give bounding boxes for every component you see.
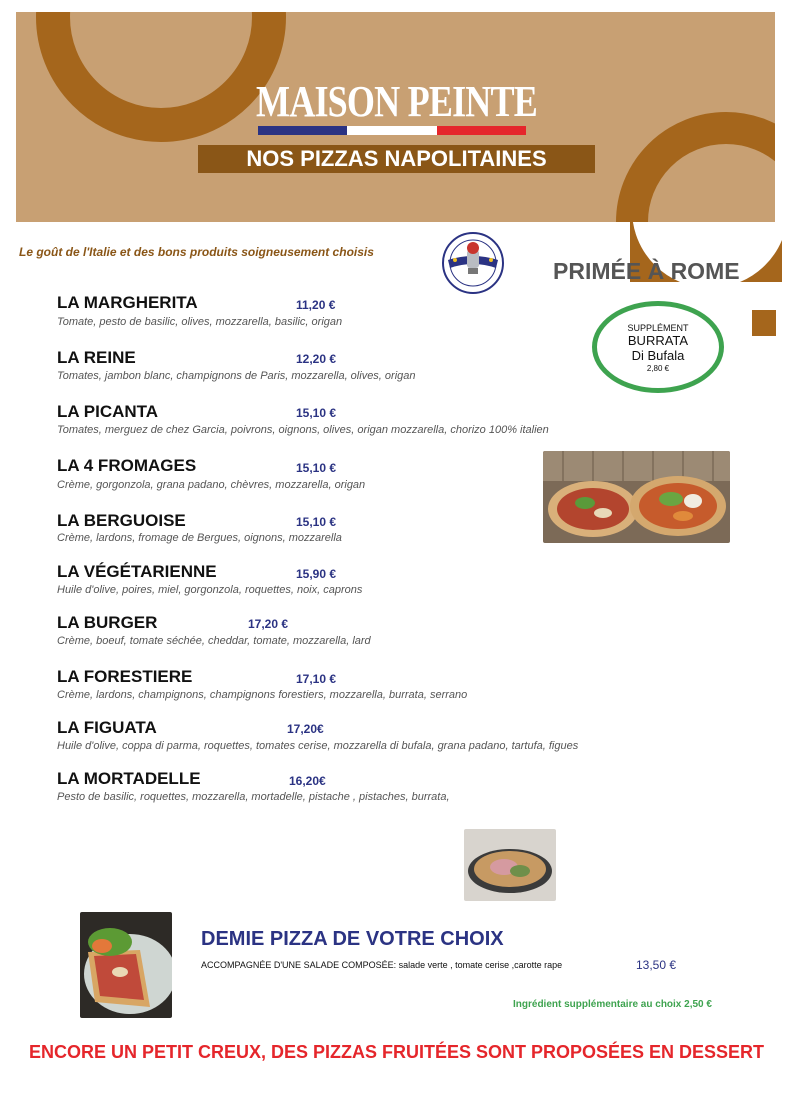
menu-item-price: 15,10 € — [296, 515, 337, 529]
menu-subtitle: NOS PIZZAS NAPOLITAINES — [198, 145, 595, 173]
menu-item-name: LA MORTADELLE — [57, 769, 201, 788]
menu-item-desc: Crème, gorgonzola, grana padano, chèvres, mozzarella, origan — [57, 479, 366, 491]
menu-item-name: LA REINE — [57, 348, 136, 367]
menu-item-price: 11,20 € — [296, 298, 336, 312]
menu-item-price: 15,10 € — [296, 461, 337, 475]
supplement-bufala: Di Bufala — [631, 348, 685, 363]
menu-item-desc: Crème, lardons, champignons, champignons forestiers, mozzarella, burrata, serrano — [57, 689, 468, 701]
supplement-price: 2,80 € — [646, 364, 670, 373]
supplement-label: SUPPLÉMENT — [627, 323, 689, 333]
menu-item-name: LA 4 FROMAGES — [57, 456, 197, 475]
menu-item-price: 15,10 € — [296, 406, 337, 420]
menu-item-name: LA FORESTIERE — [57, 667, 193, 686]
menu-item-desc: Tomates, jambon blanc, champignons de Paris, mozzarella, olives, origan — [57, 370, 416, 382]
demie-pizza-desc: ACCOMPAGNÉE D'UNE SALADE COMPOSÉE: salade verte , tomate cerise ,carotte rape — [201, 960, 563, 970]
supplement-burrata: BURRATA — [627, 333, 689, 348]
pizza-world-cup-badge-icon — [440, 230, 506, 296]
dessert-footer: ENCORE UN PETIT CREUX, DES PIZZAS FRUITÉES SONT PROPOSÉES EN DESSERT — [28, 1042, 765, 1062]
brand-title: MAISON PEINTE — [255, 77, 538, 126]
menu-item-price: 12,20 € — [296, 352, 337, 366]
menu-item-price: 17,20 € — [248, 617, 289, 631]
menu-item-name: LA BURGER — [57, 613, 158, 632]
award-text: PRIMÉE À ROME — [553, 258, 740, 284]
menu-item-name: LA VÉGÉTARIENNE — [57, 562, 217, 581]
pizza-photo-small-icon — [464, 829, 556, 901]
menu-item-name: LA MARGHERITA — [57, 293, 198, 312]
menu-item-price: 17,20€ — [287, 722, 324, 736]
menu-item-desc: Tomate, pesto de basilic, olives, mozzarella, basilic, origan — [57, 316, 343, 328]
menu-item-desc: Pesto de basilic, roquettes, mozzarella, mortadelle, pistache , pistaches, burrata, — [57, 791, 450, 803]
burrata-supplement-badge — [592, 301, 724, 393]
menu-item-desc: Huile d'olive, coppa di parma, roquettes, tomates cerise, mozzarella di bufala, grana padano, tartufa, figues — [57, 740, 579, 752]
decorative-square — [752, 310, 776, 336]
menu-item-name: LA PICANTA — [57, 402, 159, 421]
menu-item-price: 17,10 € — [296, 672, 337, 686]
pizza-photo-icon — [543, 451, 730, 543]
half-pizza-salad-photo-icon — [80, 912, 172, 1018]
menu-item-desc: Crème, lardons, fromage de Bergues, oignons, mozzarella — [57, 532, 342, 544]
extra-ingredient-note: Ingrédient supplémentaire au choix 2,50 € — [513, 999, 712, 1010]
menu-item-name: LA BERGUOISE — [57, 511, 186, 530]
tagline: Le goût de l'Italie et des bons produits soigneusement choisis — [19, 245, 374, 259]
menu-item-price: 15,90 € — [296, 567, 337, 581]
decorative-arc-right — [616, 112, 775, 222]
menu-item-desc: Huile d'olive, poires, miel, gorgonzola, roquettes, noix, caprons — [57, 584, 363, 596]
french-flag-stripe — [258, 126, 526, 135]
menu-item-desc: Tomates, merguez de chez Garcia, poivrons, oignons, olives, origan mozzarella, chorizo 100% italien — [57, 424, 549, 436]
menu-item-name: LA FIGUATA — [57, 718, 157, 737]
menu-item-desc: Crème, boeuf, tomate séchée, cheddar, tomate, mozzarella, lard — [57, 635, 371, 647]
demie-pizza-title: DEMIE PIZZA DE VOTRE CHOIX — [201, 928, 504, 950]
menu-item-price: 16,20€ — [289, 774, 326, 788]
demie-pizza-price: 13,50 € — [636, 958, 677, 972]
